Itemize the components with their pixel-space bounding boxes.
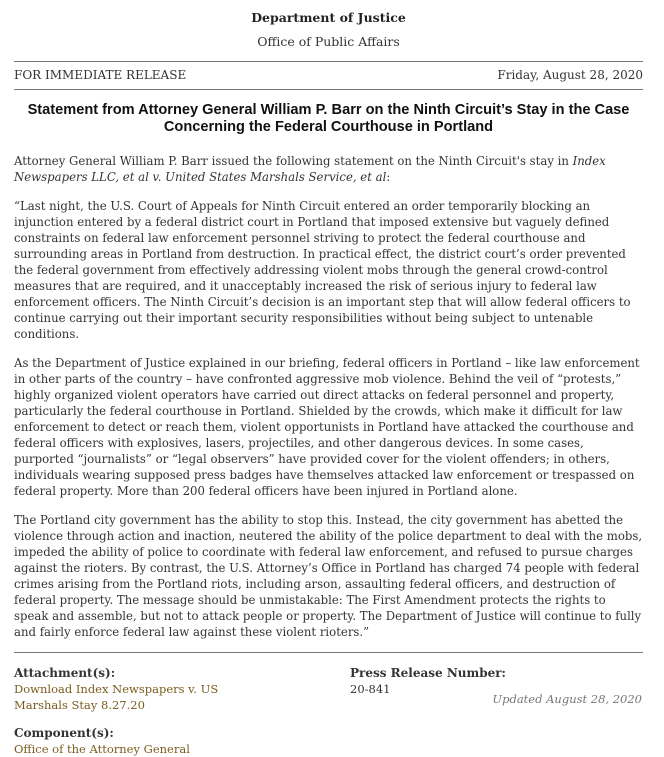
statement-paragraph-2 — [14, 355, 643, 499]
paragraph-text: As the Department of Justice explained in our briefing, federal officers in Portland – like law enforcement in other parts of the country – have confronted aggressive mob violence. Behind the veil of “protests,” highly organized violent operators have carried out direct attacks on federal personnel and property, particularly the federal courthouse in Portland. Shielded by the crowds, which make it difficult for law enforcement to detect or reach them, violent opportunists in Portland have attacked the courthouse and federal officers with explosives, lasers, projectiles, and other dangerous devices. In some cases, purported “journalists” or “legal observers” have provided cover for the violent offenders; in others, individuals wearing supposed press badges have themselves attacked law enforcement or trespassed on federal property. More than 200 federal officers have been injured in Portland alone. — [14, 356, 640, 498]
paragraph-text: “Last night, the U.S. Court of Appeals for Ninth Circuit entered an order temporarily blocking an injunction entered by a federal district court in Portland that imposed extensive but vaguely defined constraints on federal law enforcement personnel striving to protect the federal courthouse and surrounding areas in Portland from destruction. In practical effect, the district court’s order prevented the federal government from effectively addressing violent mobs through the general crowd-control measures that are required, and it unacceptably increased the risk of serious injury to federal law enforcement officers. The Ninth Circuit’s decision is an important step that will allow federal officers to continue carrying out their important security responsibilities without being subject to untenable conditions. — [14, 199, 631, 341]
intro-paragraph — [14, 153, 643, 185]
updated-date: Updated August 28, 2020 — [492, 692, 642, 706]
agency-name: Department of Justice — [251, 10, 406, 25]
office-name: Office of Public Affairs — [257, 34, 400, 49]
component-section — [14, 725, 643, 757]
statement-paragraph-3 — [14, 512, 643, 640]
intro-trail: : — [386, 170, 391, 184]
press-release-number-label: Press Release Number: — [350, 666, 506, 680]
statement-paragraph-1 — [14, 198, 643, 342]
release-row — [14, 62, 643, 89]
press-release-number: 20-841 — [350, 682, 391, 696]
release-label: FOR IMMEDIATE RELEASE — [14, 68, 187, 82]
attachment-download-link[interactable]: Download Index Newspapers v. US Marshals Stay 8.27.20 — [14, 682, 219, 712]
intro-lead: Attorney General William P. Barr issued the following statement on the Ninth Circuit's stay in — [14, 154, 573, 168]
attachments-label: Attachment(s): — [14, 666, 116, 680]
release-divider — [14, 89, 643, 90]
component-label: Component(s): — [14, 726, 114, 740]
bottom-divider — [14, 652, 643, 653]
intro-case-name: Index Newspapers LLC, et al v. United States Marshals Service, et al — [14, 154, 606, 184]
paragraph-text: The Portland city government has the ability to stop this. Instead, the city government has abetted the violence through action and inaction, neutered the ability of the police department to deal with the mobs, impeded the ability of police to coordinate with federal law enforcement, and refused to pursue charges against the rioters. By contrast, the U.S. Attorney’s Office in Portland has charged 74 people with federal crimes arising from the Portland riots, including arson, assaulting federal officers, and destruction of federal property. The message should be unmistakable: The First Amendment protects the rights to speak and assemble, but not to attack people or property. The Department of Justice will continue to fully and fairly enforce federal law against these violent rioters.” — [14, 513, 643, 639]
press-release-page — [14, 0, 643, 757]
page-title: Statement from Attorney General William P. Barr on the Ninth Circuit’s Stay in the Case Concerning the Federal Courthouse in Portland — [27, 102, 630, 135]
attachments-section — [14, 665, 350, 713]
release-date: Friday, August 28, 2020 — [497, 68, 643, 82]
component-link[interactable]: Office of the Attorney General — [14, 742, 190, 756]
